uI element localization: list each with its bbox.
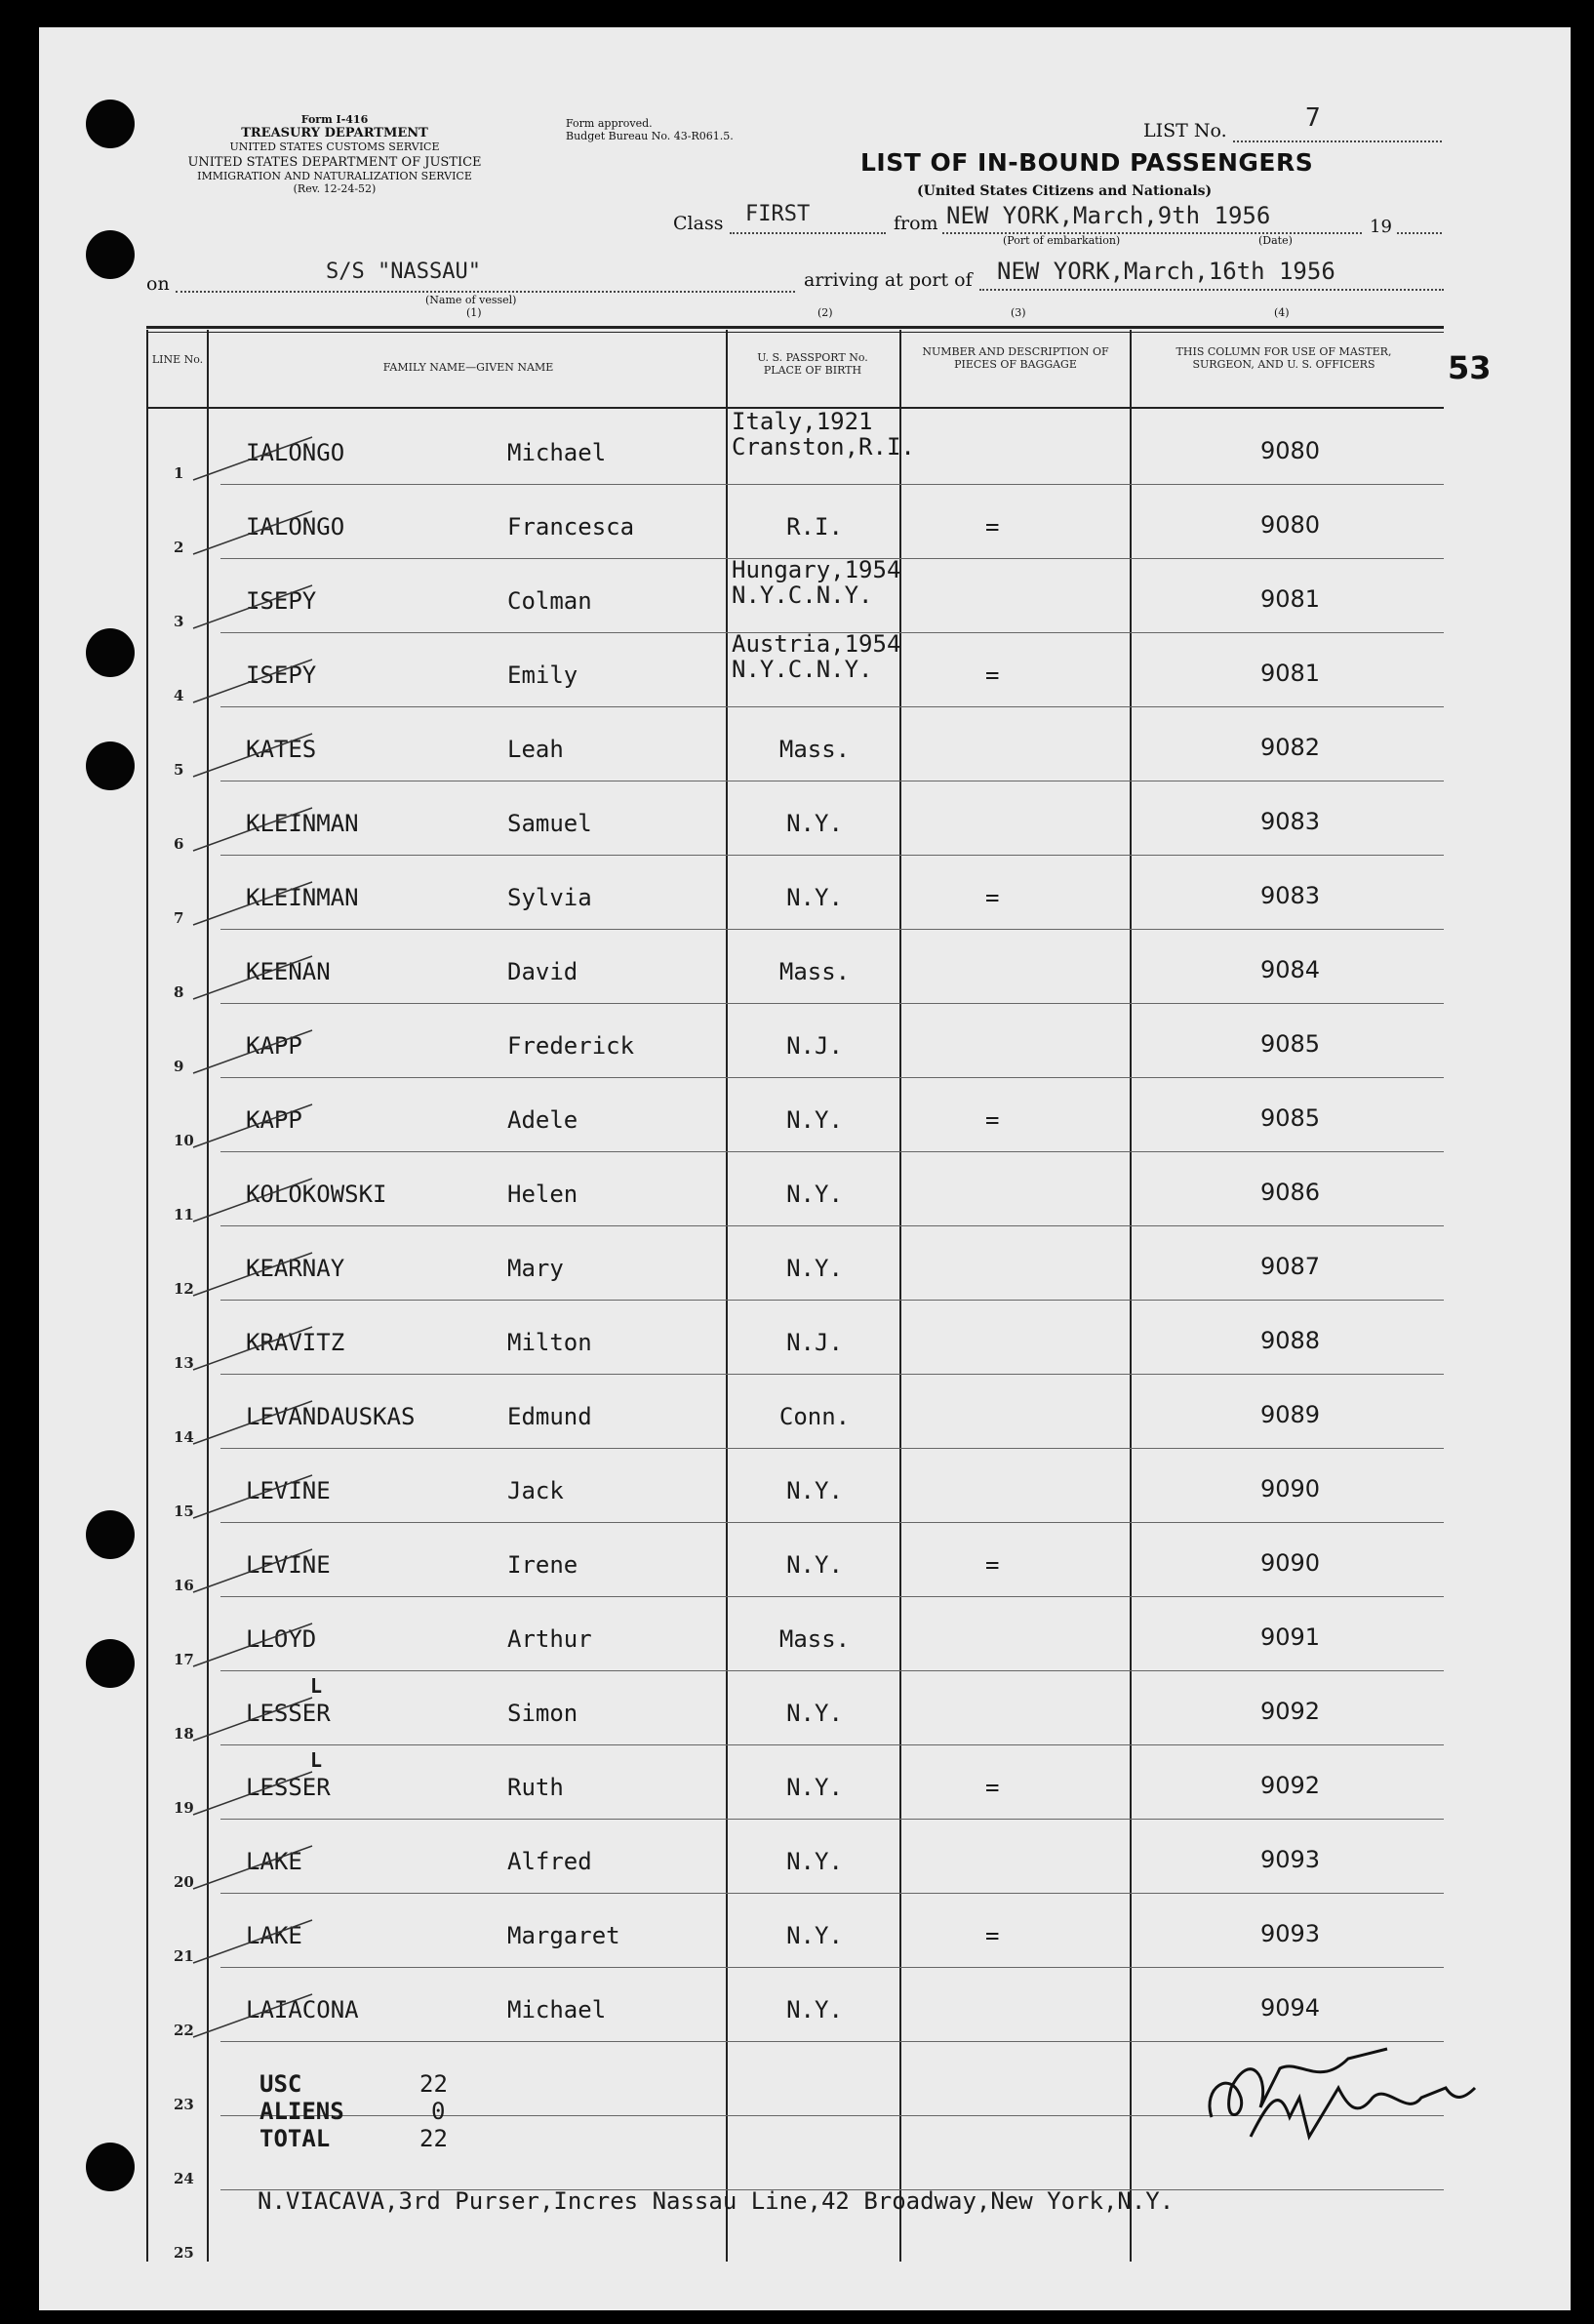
binder-hole <box>86 230 135 279</box>
officer-number: 9093 <box>1260 1920 1321 1947</box>
officer-number: 9093 <box>1260 1846 1321 1873</box>
annotation-letter: L <box>310 1748 323 1772</box>
officer-number: 9080 <box>1260 437 1321 464</box>
place-of-birth: N.Y. <box>786 1551 843 1579</box>
place-of-birth: N.Y. <box>786 1922 843 1949</box>
binder-hole <box>86 628 135 677</box>
family-name: IALONGO <box>246 513 345 541</box>
officer-number: 9083 <box>1260 808 1321 835</box>
officer-number: 9086 <box>1260 1179 1321 1206</box>
class-label: Class <box>673 213 724 234</box>
given-name: Jack <box>507 1477 564 1504</box>
place-of-birth-detail: N.Y.C.N.Y. <box>732 656 873 683</box>
place-of-birth-detail: N.Y.C.N.Y. <box>732 581 873 609</box>
place-of-birth: N.J. <box>786 1329 843 1356</box>
annotation-letter: L <box>310 1674 323 1698</box>
year-label: 19 <box>1370 217 1392 237</box>
family-name: LEVINE <box>246 1551 331 1579</box>
baggage: = <box>985 884 1000 911</box>
class-value: FIRST <box>745 202 811 226</box>
binder-hole <box>86 1510 135 1559</box>
line-number: 1 <box>174 464 184 482</box>
check-mark <box>187 1986 324 2045</box>
check-mark <box>187 503 324 562</box>
col-num-4: (4) <box>1274 306 1290 319</box>
row-rule <box>220 484 1444 485</box>
family-name: LEVANDAUSKAS <box>246 1403 416 1430</box>
form-approval <box>566 118 734 142</box>
officer-number: 9085 <box>1260 1030 1321 1058</box>
row-rule <box>220 1151 1444 1152</box>
from-value: NEW YORK,March,9th 1956 <box>946 202 1271 229</box>
col-header-name: FAMILY NAME—GIVEN NAME <box>382 361 554 374</box>
line-number: 4 <box>174 687 184 704</box>
row-rule <box>220 1003 1444 1004</box>
form-number: Form I-416 <box>300 113 369 126</box>
place-of-birth-detail: Cranston,R.I. <box>732 433 915 461</box>
place-of-birth: N.Y. <box>786 1477 843 1504</box>
arriving-value: NEW YORK,March,16th 1956 <box>997 258 1335 285</box>
line-number: 12 <box>174 1280 194 1298</box>
purser-line: N.VIACAVA,3rd Purser,Incres Nassau Line,42 Broadway,New York,N.Y. <box>258 2187 1175 2215</box>
given-name: Frederick <box>507 1032 635 1060</box>
line-number: 22 <box>174 2022 194 2039</box>
customs-service: UNITED STATES CUSTOMS SERVICE <box>229 140 440 153</box>
line-number: 23 <box>174 2096 194 2113</box>
given-name: Mary <box>507 1255 564 1282</box>
binder-hole <box>86 2143 135 2191</box>
line-number: 5 <box>174 761 184 779</box>
row-rule <box>220 1744 1444 1745</box>
check-mark <box>187 1467 324 1526</box>
officer-number: 9092 <box>1260 1772 1321 1799</box>
given-name: Michael <box>507 439 607 466</box>
given-name: Margaret <box>507 1922 620 1949</box>
line-number: 2 <box>174 539 184 556</box>
line-number: 10 <box>174 1132 194 1149</box>
place-of-birth: N.Y. <box>786 884 843 911</box>
line-number: 11 <box>174 1206 194 1223</box>
officer-number: 9085 <box>1260 1104 1321 1132</box>
check-mark <box>187 1764 324 1823</box>
col-num-1: (1) <box>466 306 482 319</box>
row-rule <box>220 1300 1444 1301</box>
from-label: from <box>894 213 938 234</box>
row-rule <box>220 1448 1444 1449</box>
family-name: KAPP <box>246 1106 302 1134</box>
officer-number: 9094 <box>1260 1994 1321 2022</box>
line-number: 14 <box>174 1428 194 1446</box>
check-mark <box>187 1616 324 1674</box>
col-num-2: (2) <box>817 306 833 319</box>
family-name: LESSER <box>246 1774 331 1801</box>
total-label: TOTAL <box>259 2125 331 2152</box>
place-of-birth: N.Y. <box>786 1700 843 1727</box>
given-name: Leah <box>507 736 564 763</box>
date-label: (Date) <box>1258 234 1293 247</box>
check-mark <box>187 1245 324 1303</box>
given-name: Adele <box>507 1106 578 1134</box>
row-rule <box>220 929 1444 930</box>
place-of-birth: N.Y. <box>786 810 843 837</box>
check-mark <box>187 1838 324 1897</box>
baggage: = <box>985 1106 1000 1134</box>
family-name: KATES <box>246 736 317 763</box>
family-name: ISEPY <box>246 661 317 689</box>
binder-hole <box>86 741 135 790</box>
usc-label: USC <box>259 2070 302 2098</box>
place-of-birth: Hungary,1954 <box>732 556 901 583</box>
row-rule <box>220 1077 1444 1078</box>
place-of-birth: N.Y. <box>786 1996 843 2023</box>
given-name: Edmund <box>507 1403 592 1430</box>
col-header-line: LINE No. <box>151 353 204 366</box>
list-no-label: LIST No. <box>1143 120 1227 141</box>
family-name: LLOYD <box>246 1625 317 1653</box>
check-mark <box>187 1690 324 1748</box>
family-name: KLEINMAN <box>246 810 359 837</box>
family-name: LAKE <box>246 1848 302 1875</box>
family-name: LESSER <box>246 1700 331 1727</box>
given-name: Milton <box>507 1329 592 1356</box>
row-rule <box>220 1893 1444 1894</box>
baggage: = <box>985 513 1000 541</box>
place-of-birth: Italy,1921 <box>732 408 873 435</box>
officer-number: 9088 <box>1260 1327 1321 1354</box>
line-number: 18 <box>174 1725 194 1743</box>
officer-number: 9092 <box>1260 1698 1321 1725</box>
treasury-department: TREASURY DEPARTMENT <box>241 125 428 140</box>
row-rule <box>220 1819 1444 1820</box>
line-number: 21 <box>174 1947 194 1965</box>
form-approved: Form approved. <box>566 117 653 130</box>
col-header-birth: U. S. PASSPORT No. PLACE OF BIRTH <box>757 351 868 378</box>
line-number: 20 <box>174 1873 194 1891</box>
justice-department: UNITED STATES DEPARTMENT OF JUSTICE <box>187 155 482 171</box>
officer-number: 9082 <box>1260 734 1321 761</box>
line-number: 19 <box>174 1799 194 1817</box>
given-name: Irene <box>507 1551 578 1579</box>
place-of-birth: N.Y. <box>786 1255 843 1282</box>
check-mark <box>187 1393 324 1452</box>
budget-bureau: Budget Bureau No. 43-R061.5. <box>566 129 734 142</box>
binder-hole <box>86 1639 135 1688</box>
line-number: 15 <box>174 1503 194 1520</box>
given-name: Arthur <box>507 1625 592 1653</box>
place-of-birth: Mass. <box>778 1625 851 1653</box>
check-mark <box>187 1097 324 1155</box>
row-rule <box>220 706 1444 707</box>
given-name: David <box>507 958 578 985</box>
col-header-baggage: NUMBER AND DESCRIPTION OF PIECES OF BAGGAGE <box>922 345 1109 372</box>
vessel-name: S/S "NASSAU" <box>326 260 481 284</box>
given-name: Helen <box>507 1181 578 1208</box>
usc-count: 22 <box>419 2070 448 2098</box>
check-mark <box>187 1319 324 1378</box>
row-rule <box>220 1596 1444 1597</box>
total-count: 22 <box>419 2125 448 2152</box>
check-mark <box>187 800 324 859</box>
officer-number: 9091 <box>1260 1623 1321 1651</box>
given-name: Samuel <box>507 810 592 837</box>
baggage: = <box>985 1922 1000 1949</box>
page-number: 53 <box>1448 349 1492 386</box>
check-mark <box>187 948 324 1007</box>
given-name: Sylvia <box>507 884 592 911</box>
row-rule <box>220 1225 1444 1226</box>
row-rule <box>220 1670 1444 1671</box>
officer-number: 9084 <box>1260 956 1321 983</box>
given-name: Alfred <box>507 1848 592 1875</box>
place-of-birth: Mass. <box>778 736 851 763</box>
family-name: KLEINMAN <box>246 884 359 911</box>
officer-number: 9080 <box>1260 511 1321 539</box>
officer-number: 9083 <box>1260 882 1321 909</box>
given-name: Francesca <box>507 513 635 541</box>
officer-number: 9089 <box>1260 1401 1321 1428</box>
check-mark <box>187 652 324 710</box>
family-name: LAKE <box>246 1922 302 1949</box>
aliens-count: 0 <box>431 2098 446 2125</box>
binder-hole <box>86 100 135 148</box>
row-rule <box>220 1374 1444 1375</box>
place-of-birth: N.Y. <box>786 1774 843 1801</box>
given-name: Ruth <box>507 1774 564 1801</box>
check-mark <box>187 1542 324 1600</box>
form-header-left <box>144 114 525 195</box>
list-number: 7 <box>1305 103 1321 133</box>
check-mark <box>187 578 324 636</box>
row-rule <box>220 1522 1444 1523</box>
baggage: = <box>985 1774 1000 1801</box>
col-header-officers: THIS COLUMN FOR USE OF MASTER, SURGEON, AND U. S. OFFICERS <box>1176 345 1392 372</box>
form-revision: (Rev. 12-24-52) <box>293 181 377 195</box>
family-name: KEENAN <box>246 958 331 985</box>
place-of-birth: Conn. <box>778 1403 851 1430</box>
line-number: 7 <box>174 909 184 927</box>
given-name: Simon <box>507 1700 578 1727</box>
family-name: KEARNAY <box>246 1255 345 1282</box>
officer-number: 9087 <box>1260 1253 1321 1280</box>
place-of-birth: Austria,1954 <box>732 630 901 658</box>
line-number: 25 <box>174 2244 194 2262</box>
handwritten-signature <box>1192 2029 1485 2156</box>
immigration-service: IMMIGRATION AND NATURALIZATION SERVICE <box>197 170 472 183</box>
baggage: = <box>985 1551 1000 1579</box>
row-rule <box>220 1967 1444 1968</box>
line-number: 24 <box>174 2170 194 2187</box>
place-of-birth: N.Y. <box>786 1181 843 1208</box>
line-number: 13 <box>174 1354 194 1372</box>
family-name: KAPP <box>246 1032 302 1060</box>
family-name: KOLOKOWSKI <box>246 1181 387 1208</box>
page-subtitle: (United States Citizens and Nationals) <box>917 183 1213 199</box>
family-name: LAIACONA <box>246 1996 359 2023</box>
officer-number: 9081 <box>1260 660 1321 687</box>
family-name: LEVINE <box>246 1477 331 1504</box>
line-number: 16 <box>174 1577 194 1594</box>
family-name: IALONGO <box>246 439 345 466</box>
col-num-3: (3) <box>1011 306 1026 319</box>
line-number: 8 <box>174 983 184 1001</box>
line-number: 9 <box>174 1058 184 1075</box>
place-of-birth: N.Y. <box>786 1106 843 1134</box>
line-number: 3 <box>174 613 184 630</box>
arriving-label: arriving at port of <box>804 269 973 291</box>
vessel-name-label: (Name of vessel) <box>425 294 517 306</box>
check-mark <box>187 1171 324 1229</box>
port-embarkation-label: (Port of embarkation) <box>1003 234 1121 247</box>
family-name: KRAVITZ <box>246 1329 345 1356</box>
given-name: Colman <box>507 587 592 615</box>
aliens-label: ALIENS <box>259 2098 344 2125</box>
given-name: Michael <box>507 1996 607 2023</box>
on-label: on <box>146 273 170 295</box>
place-of-birth: N.J. <box>786 1032 843 1060</box>
place-of-birth: R.I. <box>786 513 843 541</box>
place-of-birth: N.Y. <box>786 1848 843 1875</box>
check-mark <box>187 1912 324 1971</box>
page-title: LIST OF IN-BOUND PASSENGERS <box>860 148 1314 177</box>
given-name: Emily <box>507 661 578 689</box>
check-mark <box>187 874 324 933</box>
officer-number: 9090 <box>1260 1549 1321 1577</box>
line-number: 17 <box>174 1651 194 1668</box>
baggage: = <box>985 661 1000 689</box>
line-number: 6 <box>174 835 184 853</box>
check-mark <box>187 1022 324 1081</box>
check-mark <box>187 726 324 784</box>
check-mark <box>187 429 324 488</box>
officer-number: 9081 <box>1260 585 1321 613</box>
place-of-birth: Mass. <box>778 958 851 985</box>
family-name: ISEPY <box>246 587 317 615</box>
officer-number: 9090 <box>1260 1475 1321 1503</box>
row-rule <box>220 855 1444 856</box>
